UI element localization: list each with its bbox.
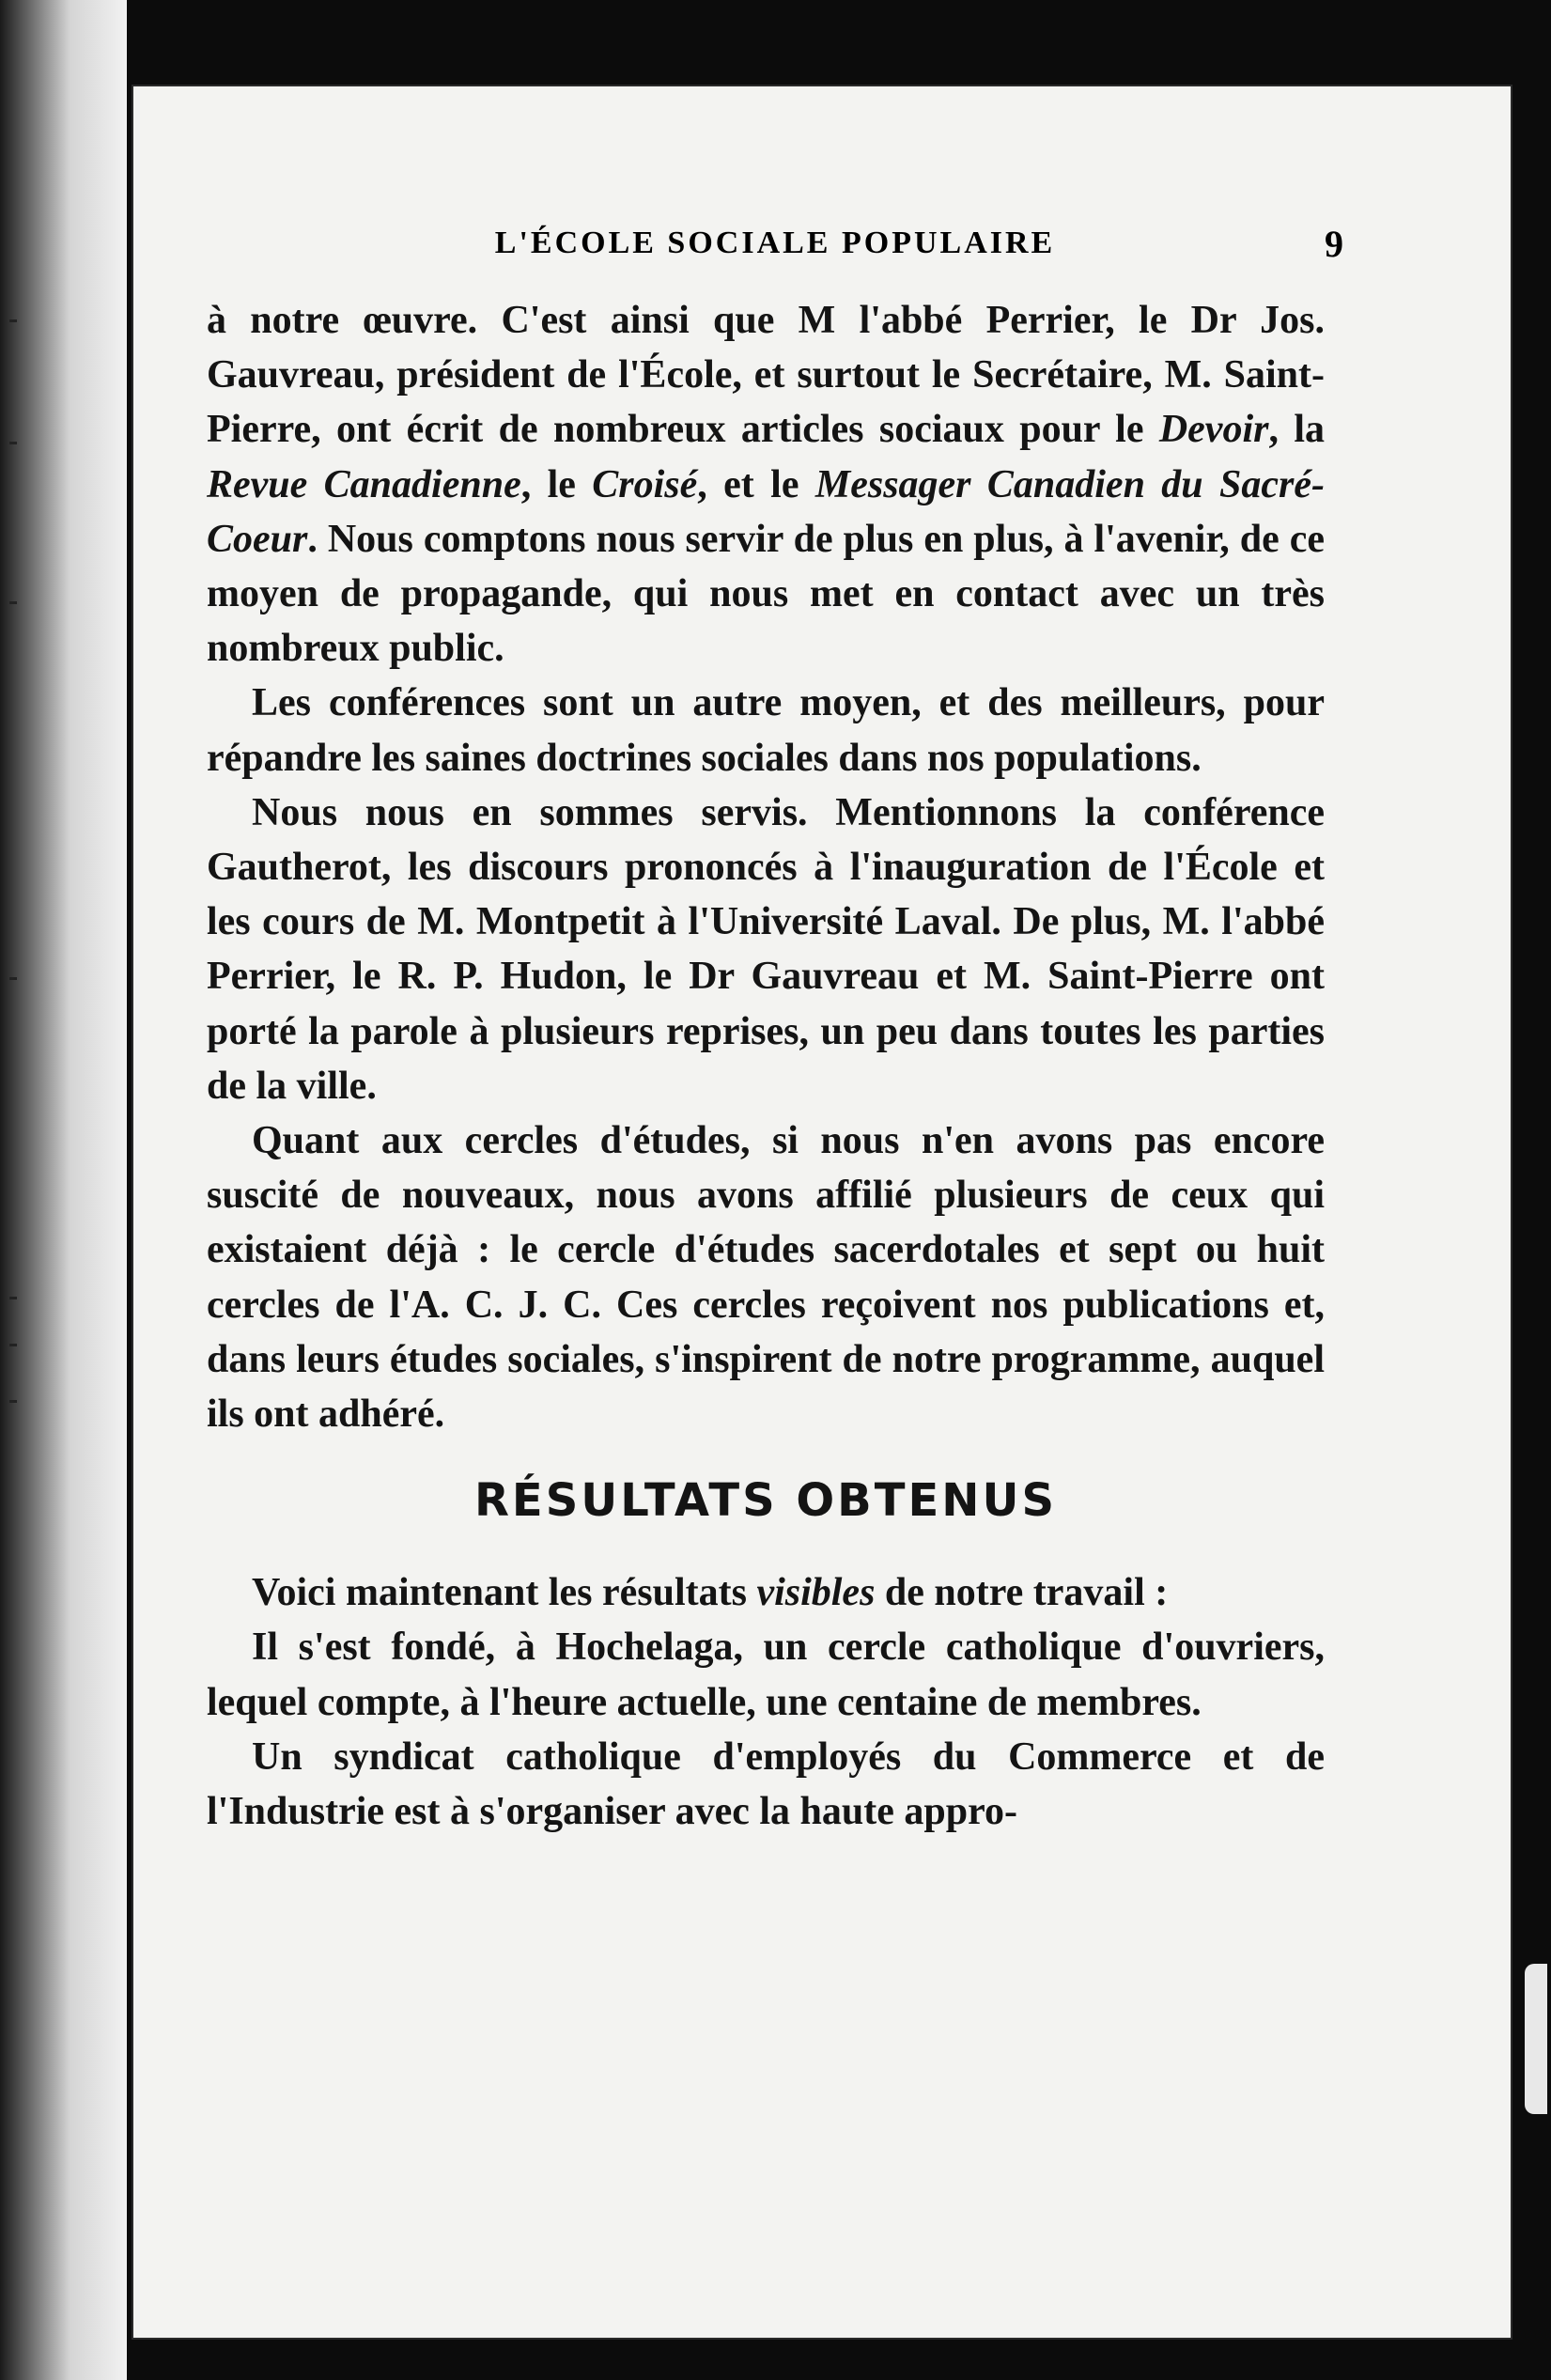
paragraph-p5 xyxy=(207,1565,1325,1620)
text-run: Nous nous en sommes servis. Mentionnons la conférence Gautherot, les discours prononcés à l'inauguration de l'École et les cours de M. Montpetit à l'Université Laval. De plus, M. l'abbé Perrier, le R. P. Hudon, le Dr Gauvreau et M. Saint-Pierre ont porté la parole à plusieurs reprises, un peu dans toutes les parties de la ville. xyxy=(207,790,1325,1108)
paragraph-p6 xyxy=(207,1620,1325,1729)
paragraph-p4 xyxy=(207,1113,1325,1441)
body-text xyxy=(207,293,1325,1839)
text-run: , et le xyxy=(697,462,815,506)
paragraph-p7 xyxy=(207,1730,1325,1839)
italic-title: visibles xyxy=(756,1571,876,1615)
running-title: L'ÉCOLE SOCIALE POPULAIRE xyxy=(494,226,1056,260)
italic-title: Devoir xyxy=(1158,408,1269,452)
paragraphs-after-heading xyxy=(207,1565,1325,1839)
text-run: Les conférences sont un autre moyen, et des meilleurs, pour répandre les saines doctrines sociales dans nos populations. xyxy=(207,681,1325,780)
scan-mark xyxy=(9,1297,17,1299)
scan-clip xyxy=(1525,1964,1547,2114)
section-heading: RÉSULTATS OBTENUS xyxy=(473,1474,1058,1528)
italic-title: Messager Canadien du Sacré-Coeur xyxy=(207,462,1326,561)
text-run: . Nous comptons nous servir de plus en plus, à l'avenir, de ce moyen de propagande, qui nous met en contact avec un très nombreux public. xyxy=(207,517,1325,671)
text-run: Il s'est fondé, à Hochelaga, un cercle catholique d'ouvriers, lequel compte, à l'heure actuelle, une centaine de membres. xyxy=(207,1626,1325,1724)
paragraph-p2 xyxy=(207,676,1325,785)
paragraph-p1 xyxy=(207,293,1325,676)
text-run: à notre œuvre. C'est ainsi que M l'abbé Perrier, le Dr Jos. Gauvreau, président de l'École, et surtout le Secrétaire, M. Saint-Pierre, ont écrit de nombreux articles sociaux pour le xyxy=(207,299,1325,452)
book-page xyxy=(132,85,1512,2340)
italic-title: Revue Canadienne xyxy=(207,462,521,506)
scan-mark xyxy=(9,442,17,444)
paragraph-p3 xyxy=(207,786,1325,1113)
text-run: Voici maintenant les résultats xyxy=(252,1571,757,1615)
scan-mark xyxy=(9,601,17,604)
scan-mark xyxy=(9,977,17,980)
scan-left-margin xyxy=(0,0,127,2380)
scan-mark xyxy=(9,1344,17,1346)
scan-right-margin xyxy=(1512,0,1551,2380)
scan-mark xyxy=(9,1400,17,1403)
text-run: de notre travail : xyxy=(875,1571,1169,1615)
paragraphs-before-heading xyxy=(207,293,1325,1441)
scan-mark xyxy=(9,319,17,322)
text-run: , la xyxy=(1268,408,1325,452)
text-run: , le xyxy=(520,462,593,506)
italic-title: Croisé xyxy=(592,462,698,506)
running-head xyxy=(207,223,1343,282)
page-number: 9 xyxy=(1325,223,1343,265)
text-run: Quant aux cercles d'études, si nous n'en avons pas encore suscité de nouveaux, nous avons affilié plusieurs de ceux qui existaient déjà : le cercle d'études sacerdotales et sept ou huit cercles de l'A. C. J. C. Ces cercles reçoivent nos publications et, dans leurs études sociales, s'inspirent de notre programme, auquel ils ont adhéré. xyxy=(207,1119,1325,1437)
text-run: Un syndicat catholique d'employés du Commerce et de l'Industrie est à s'organiser avec la haute appro- xyxy=(207,1734,1325,1834)
